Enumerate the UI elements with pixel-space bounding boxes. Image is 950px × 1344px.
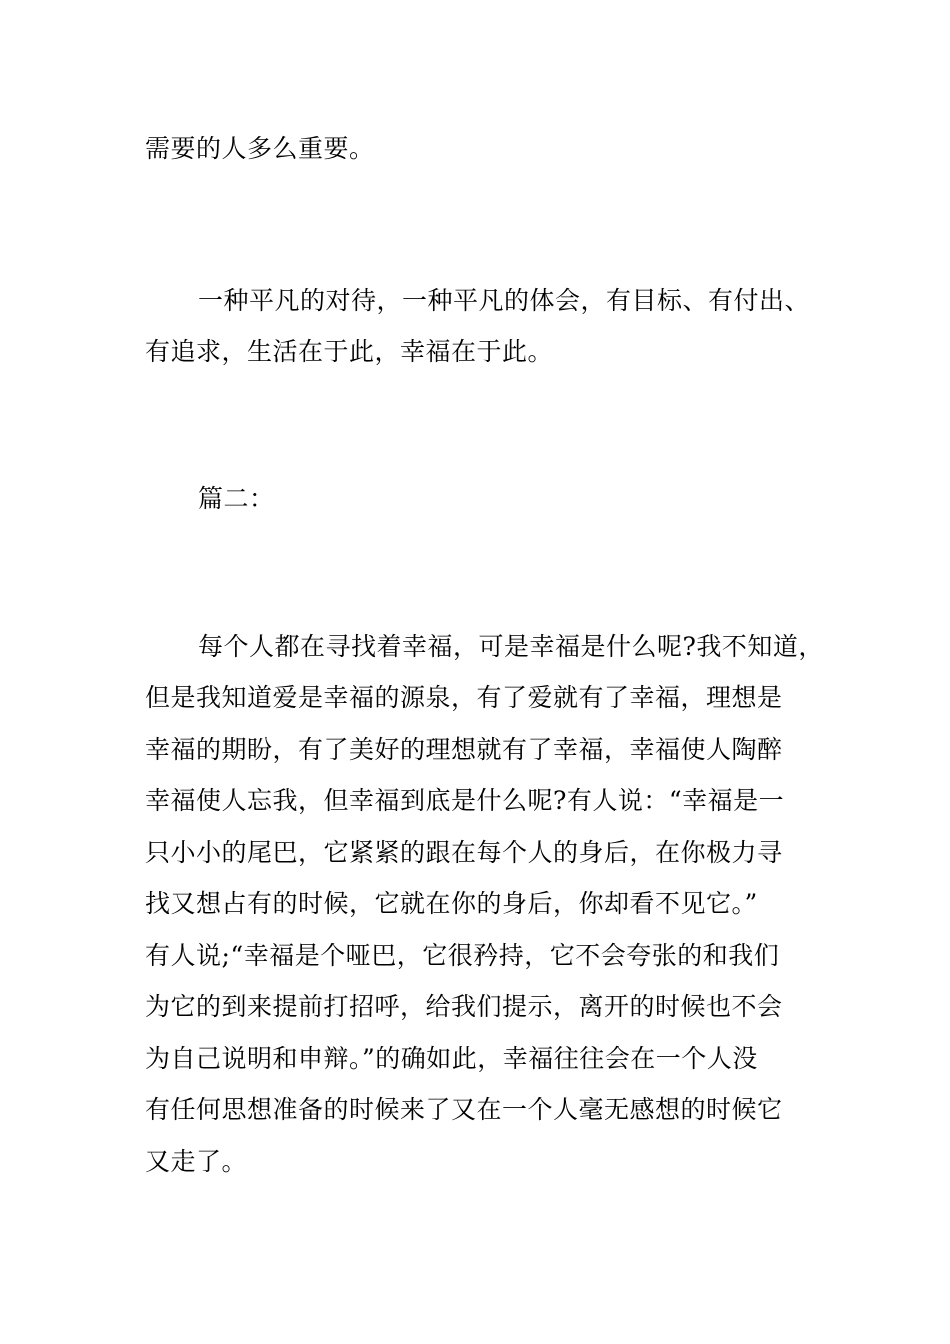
paragraph-line: 又走了。 <box>145 1147 248 1176</box>
paragraph-line: 有人说;“幸福是个哑巴，它很矜持，它不会夸张的和我们 <box>145 941 780 970</box>
paragraph-line: 需要的人多么重要。 <box>145 134 375 163</box>
paragraph-line: 只小小的尾巴，它紧紧的跟在每个人的身后，在你极力寻 <box>145 838 783 867</box>
paragraph-line: 有追求，生活在于此，幸福在于此。 <box>145 337 554 366</box>
paragraph-line: 为它的到来提前打招呼，给我们提示，离开的时候也不会 <box>145 992 783 1021</box>
paragraph-line: 为自己说明和申辩。”的确如此，幸福往往会在一个人没 <box>145 1044 758 1073</box>
paragraph-line: 一种平凡的对待，一种平凡的体会，有目标、有付出、 <box>198 286 811 315</box>
paragraph-line: 幸福使人忘我，但幸福到底是什么呢?有人说：“幸福是一 <box>145 786 785 815</box>
paragraph-line: 找又想占有的时候，它就在你的身后，你却看不见它。” <box>145 889 758 918</box>
paragraph-line: 幸福的期盼，有了美好的理想就有了幸福，幸福使人陶醉 <box>145 735 783 764</box>
paragraph-line: 每个人都在寻找着幸福，可是幸福是什么呢?我不知道， <box>198 632 824 661</box>
paragraph-line: 但是我知道爱是幸福的源泉，有了爱就有了幸福，理想是 <box>145 683 783 712</box>
section-heading: 篇二： <box>198 484 275 513</box>
paragraph-line: 有任何思想准备的时候来了又在一个人毫无感想的时候它 <box>145 1095 783 1124</box>
